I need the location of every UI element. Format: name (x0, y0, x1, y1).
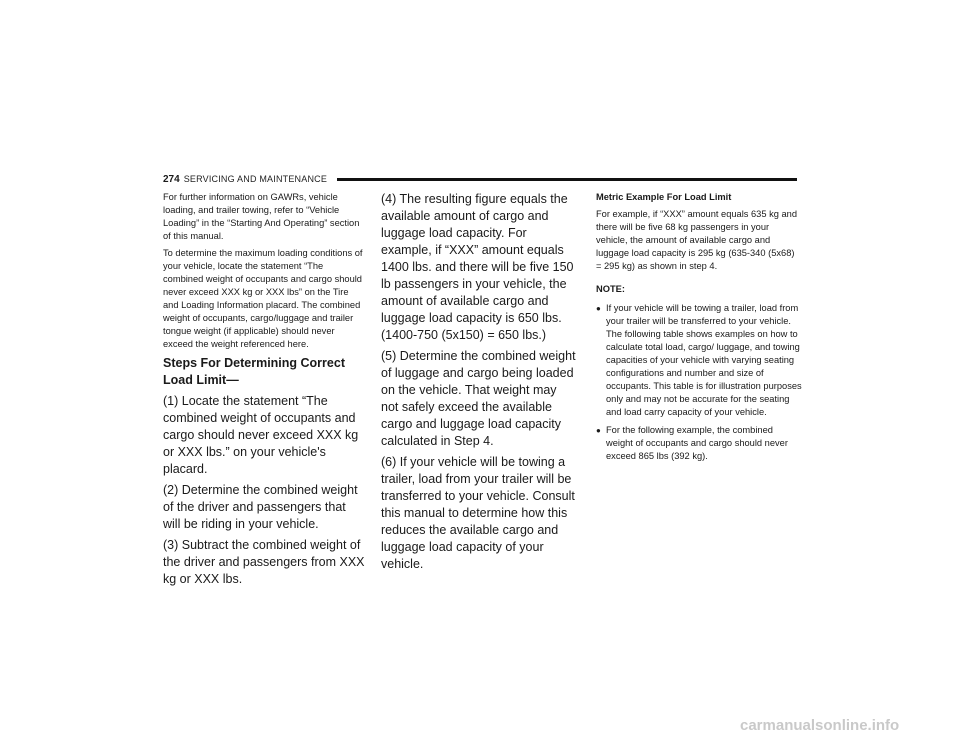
bullet-icon: ● (596, 304, 601, 313)
note-bullet-item (596, 424, 802, 463)
page-header (163, 171, 797, 187)
steps-heading: Steps For Determining Correct Load Limit— (163, 356, 345, 387)
note-bullet-text: For the following example, the combined weight of occupants and cargo should never exceed 865 lbs (392 kg). (606, 425, 788, 461)
step-6: (6) If your vehicle will be towing a trailer, load from your trailer will be transferred to your vehicle. Consult this manual to determine how this reduces the available cargo and luggage load capacity of your vehicle. (381, 455, 575, 571)
note-bullet-item (596, 302, 802, 419)
watermark: carmanualsonline.info (740, 717, 900, 734)
column-1 (163, 191, 366, 592)
step-1: (1) Locate the statement “The combined weight of occupants and cargo should never exceed XXX kg or XXX lbs.” on your vehicle's placard. (163, 394, 359, 476)
step-3: (3) Subtract the combined weight of the driver and passengers from XXX kg or XXX lbs. (163, 538, 365, 586)
page-number: 274 (163, 173, 180, 185)
step-2: (2) Determine the combined weight of the driver and passengers that will be riding in your vehicle. (163, 483, 358, 531)
metric-example-paragraph: For example, if “XXX” amount equals 635 kg and there will be five 68 kg passengers in your vehicle, the amount of available cargo and luggage load capacity is 295 kg (635-340 (5x68) = 295 kg) as shown in step 4. (596, 209, 798, 271)
section-title: SERVICING AND MAINTENANCE (183, 174, 328, 184)
column-2 (381, 191, 577, 577)
bullet-icon: ● (596, 426, 601, 435)
metric-example-heading: Metric Example For Load Limit (596, 192, 732, 202)
gawr-reference-paragraph: For further information on GAWRs, vehicle loading, and trailer towing, refer to “Vehicle Loading” in the “Starting And Operating” section of this manual. (163, 192, 360, 241)
note-label: NOTE: (596, 284, 625, 294)
step-4: (4) The resulting figure equals the available amount of cargo and luggage load capacity. For example, if “XXX” amount equals 1400 lbs. and there will be five 150 lb passengers in your vehicle, the amount of available cargo and luggage load capacity is 650 lbs. (1400-750 (5x150) = 650 lbs.) (381, 192, 574, 342)
note-bullet-list (596, 302, 802, 463)
max-loading-paragraph: To determine the maximum loading conditions of your vehicle, locate the statement “The combined weight of occupants and cargo should never exceed XXX kg or XXX lbs” on the Tire and Loading Information placard. The combined weight of occupants, cargo/luggage and trailer tongue weight (if applicable) should never exceed the weight referenced here. (163, 248, 363, 349)
column-3 (596, 191, 802, 468)
note-bullet-text: If your vehicle will be towing a trailer, load from your trailer will be transferred to your vehicle. The following table shows examples on how to calculate total load, cargo/ luggage, and towing capacities of your vehicle with varying seating configurations and number and size of occupants. This table is for illustration purposes only and may not be accurate for the seating and load carry capacity of your vehicle. (606, 303, 802, 417)
header-rule (337, 178, 797, 181)
step-5: (5) Determine the combined weight of luggage and cargo being loaded on the vehicle. That weight may not safely exceed the available cargo and luggage load capacity calculated in Step 4. (381, 349, 576, 448)
